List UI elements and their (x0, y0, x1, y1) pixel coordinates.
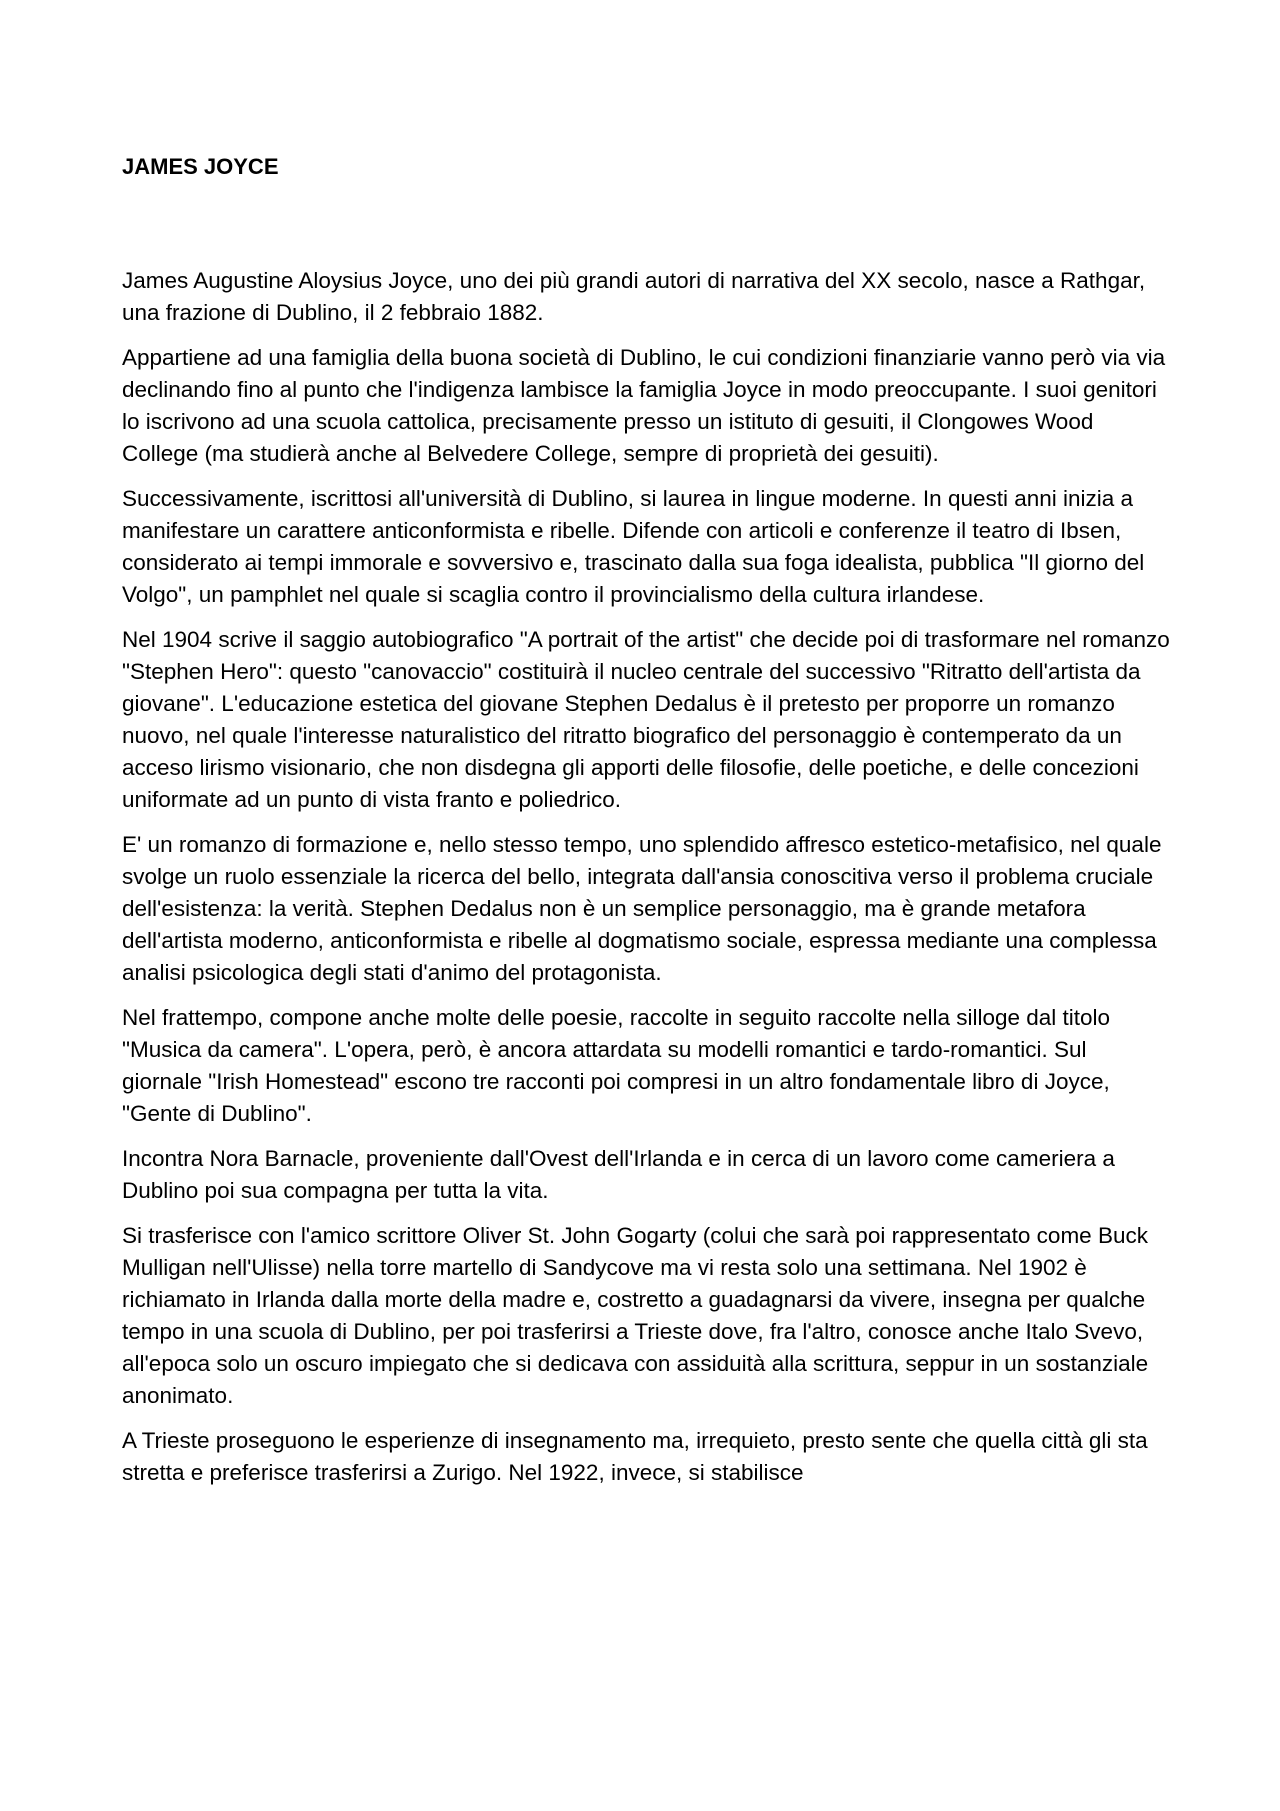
paragraph-trieste: A Trieste proseguono le esperienze di insegnamento ma, irrequieto, presto sente che quella città gli sta stretta e preferisce trasferirsi a Zurigo. Nel 1922, invece, si stabilisce (122, 1428, 1148, 1485)
document-body (122, 151, 1172, 1502)
paragraph-gogarty: Si trasferisce con l'amico scrittore Oliver St. John Gogarty (colui che sarà poi rappresentato come Buck Mulligan nell'Ulisse) nella torre martello di Sandycove ma vi resta solo una settimana. Nel 1902 è richiamato in Irlanda dalla morte della madre e, costretto a guadagnarsi da vivere, insegna per qualche tempo in una scuola di Dublino, per poi trasferirsi a Trieste dove, fra l'altro, conosce anche Italo Svevo, all'epoca solo un oscuro impiegato che si dedicava con assiduità alla scrittura, seppur in un sostanziale anonimato. (122, 1223, 1149, 1408)
paragraph-nora: Incontra Nora Barnacle, proveniente dall'Ovest dell'Irlanda e in cerca di un lavoro come cameriera a Dublino poi sua compagna per tutta la vita. (122, 1146, 1115, 1203)
document-title: JAMES JOYCE (122, 154, 279, 179)
paragraph-novel: E' un romanzo di formazione e, nello stesso tempo, uno splendido affresco estetico-metafisico, nel quale svolge un ruolo essenziale la ricerca del bello, integrata dall'ansia conoscitiva verso il problema cruciale dell'esistenza: la verità. Stephen Dedalus non è un semplice personaggio, ma è grande metafora dell'artista moderno, anticonformista e ribelle al dogmatismo sociale, espressa mediante una complessa analisi psicologica degli stati d'animo del protagonista. (122, 832, 1162, 985)
paragraph-poems: Nel frattempo, compone anche molte delle poesie, raccolte in seguito raccolte nella silloge dal titolo "Musica da camera". L'opera, però, è ancora attardata su modelli romantici e tardo-romantici. Sul giornale "Irish Homestead" escono tre racconti poi compresi in un altro fondamentale libro di Joyce, "Gente di Dublino". (122, 1005, 1111, 1126)
paragraph-university: Successivamente, iscrittosi all'università di Dublino, si laurea in lingue moderne. In questi anni inizia a manifestare un carattere anticonformista e ribelle. Difende con articoli e conferenze il teatro di Ibsen, considerato ai tempi immorale e sovversivo e, trascinato dalla sua foga idealista, pubblica "Il giorno del Volgo", un pamphlet nel quale si scaglia contro il provincialismo della cultura irlandese. (122, 486, 1145, 607)
paragraph-family: Appartiene ad una famiglia della buona società di Dublino, le cui condizioni finanziarie vanno però via via declinando fino al punto che l'indigenza lambisce la famiglia Joyce in modo preoccupante. I suoi genitori lo iscrivono ad una scuola cattolica, precisamente presso un istituto di gesuiti, il Clongowes Wood College (ma studierà anche al Belvedere College, sempre di proprietà dei gesuiti). (122, 345, 1166, 466)
paragraph-portrait: Nel 1904 scrive il saggio autobiografico "A portrait of the artist" che decide poi di trasformare nel romanzo "Stephen Hero": questo "canovaccio" costituirà il nucleo centrale del successivo "Ritratto dell'artista da giovane". L'educazione estetica del giovane Stephen Dedalus è il pretesto per proporre un romanzo nuovo, nel quale l'interesse naturalistico del ritratto biografico del personaggio è contemperato da un acceso lirismo visionario, che non disdegna gli apporti delle filosofie, delle poetiche, e delle concezioni uniformate ad un punto di vista franto e poliedrico. (122, 627, 1170, 812)
paragraph-birth: James Augustine Aloysius Joyce, uno dei più grandi autori di narrativa del XX secolo, nasce a Rathgar, una frazione di Dublino, il 2 febbraio 1882. (122, 268, 1146, 325)
